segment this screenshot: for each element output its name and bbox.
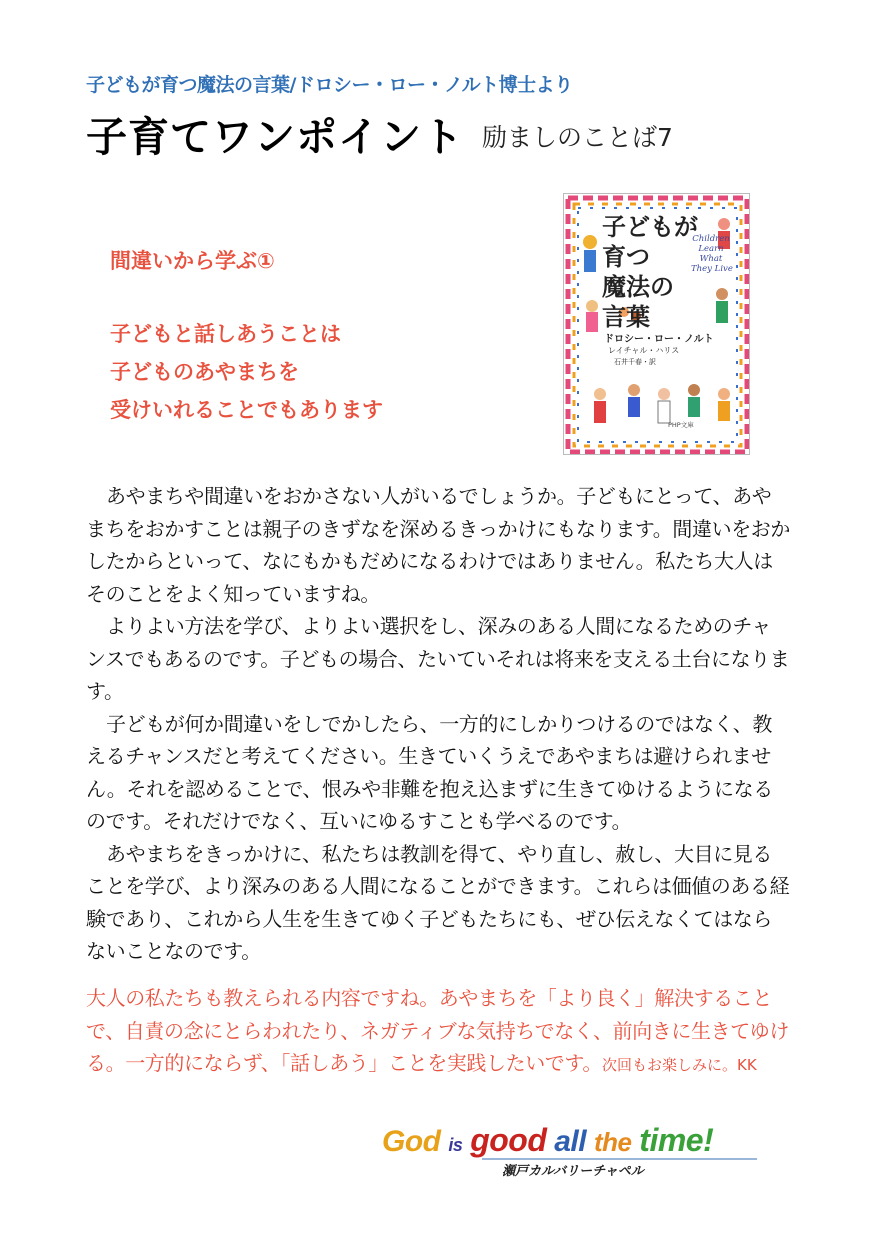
church-logo	[382, 1122, 762, 1182]
closing-note	[86, 982, 790, 1082]
page-subtitle: 子どもが育つ魔法の言葉/ドロシー・ロー・ノルト博士より	[86, 74, 573, 96]
book-title-line: 魔法の	[602, 272, 674, 301]
logo-word: is	[448, 1135, 463, 1155]
logo-word: God	[382, 1125, 441, 1158]
logo-word: all	[554, 1125, 587, 1158]
book-coauthor: レイチャル・ハリス	[608, 346, 680, 355]
closing-text: 大人の私たちも教えられる内容ですね。あやまちを「より良く」解決することで、自責の念にとらわれたり、ネガティブな気持ちでなく、前向きに生きてゆける。一方的にならず、「話しあう」ことを実践したいです。	[86, 986, 789, 1075]
book-english-line: Children	[692, 234, 730, 244]
logo-slogan	[382, 1122, 713, 1159]
book-title	[602, 212, 698, 332]
callout-line: 子どもと話しあうことは	[110, 322, 341, 346]
body-paragraph: 子どもが何か間違いをしでかしたら、一方的にしかりつけるのではなく、教えるチャンスだと考えてください。生きていくうえであやまちは避けられません。それを認めることで、恨みや非難を抱え込まずに生きてゆけるようになるのです。それだけでなく、互いにゆるすことも学べるのです。	[86, 711, 773, 833]
page-title: 子育てワンポイント	[86, 113, 464, 161]
logo-word: time!	[639, 1122, 714, 1158]
logo-word: the	[593, 1127, 632, 1157]
book-title-line: 育つ	[602, 242, 650, 271]
closing-signoff: 次回もお楽しみに。KK	[602, 1056, 757, 1074]
logo-word: good	[470, 1122, 547, 1158]
body-paragraph: あやまちをきっかけに、私たちは教訓を得て、やり直し、赦し、大目に見ることを学び、より深みのある人間になることができます。これらは価値のある経験であり、これから人生を生きてゆく子どもたちにも、ぜひ伝えなくてはならないことなのです。	[86, 841, 790, 963]
book-english-title	[691, 234, 731, 274]
body-paragraph: よりよい方法を学び、よりよい選択をし、深みのある人間になるためのチャンスでもあるのです。子どもの場合、たいていそれは将来を支える土台になります。	[86, 614, 790, 703]
body-paragraph: あやまちや間違いをおかさない人がいるでしょうか。子どもにとって、あやまちをおかすことは親子のきずなを深めるきっかけにもなります。間違いをおかしたからといって、なにもかもだめになるわけではありません。私たち大人はそのことをよく知っていますね。	[86, 484, 790, 606]
callout-line: 受けいれることでもあります	[110, 398, 383, 422]
page-title-sub: 励ましのことば7	[482, 123, 673, 152]
book-author: ドロシー・ロー・ノルト	[604, 334, 714, 345]
book-english-line: What	[699, 254, 723, 264]
book-cover-image	[563, 193, 750, 455]
callout-heading: 間違いから学ぶ①	[110, 249, 275, 273]
book-title-line: 子どもが	[602, 212, 698, 241]
book-title-line: 言葉	[602, 302, 650, 331]
book-english-line: They Live	[691, 264, 733, 274]
article-body	[86, 480, 790, 968]
book-english-line: Learn	[698, 244, 724, 254]
callout-line: 子どものあやまちを	[110, 360, 299, 384]
book-translator: 石井千春・訳	[614, 358, 656, 366]
book-publisher: PHP文庫	[668, 421, 694, 429]
logo-church-name: 瀬戸カルバリーチャペル	[502, 1164, 644, 1179]
